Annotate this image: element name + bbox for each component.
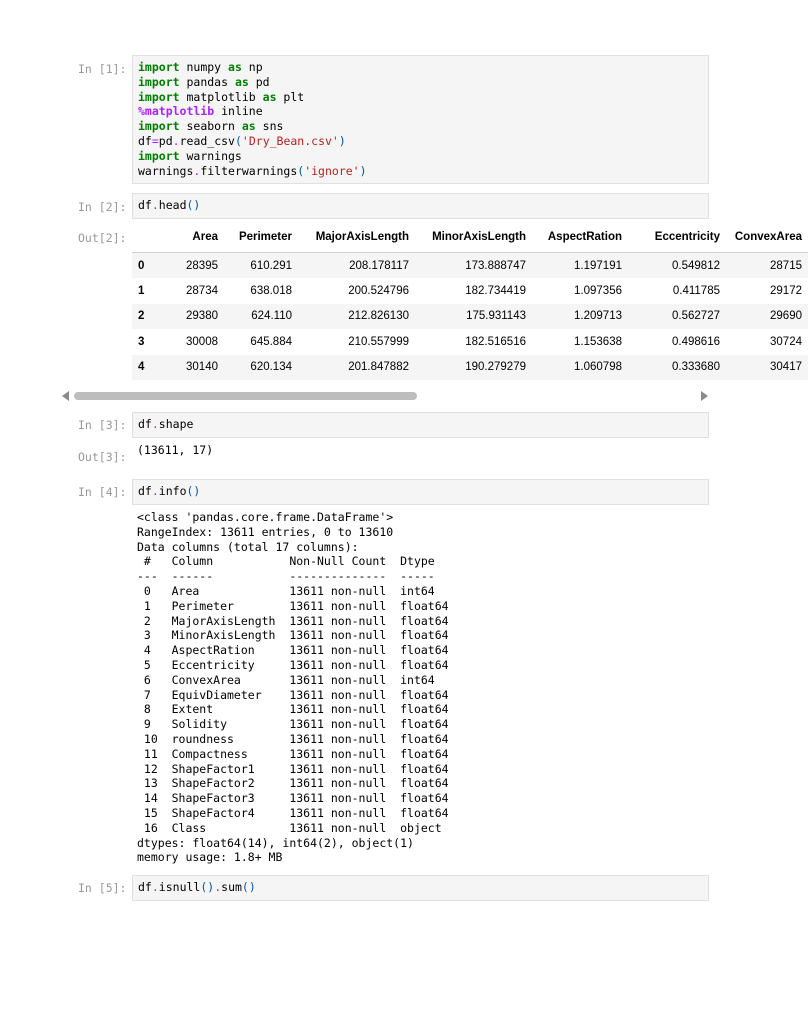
row-index: 0 bbox=[138, 259, 145, 272]
code-token: . bbox=[151, 198, 159, 212]
output-line: dtypes: float64(14), int64(2), object(1) bbox=[137, 835, 414, 850]
row-index: 2 bbox=[138, 310, 145, 323]
table-cell: 29690 bbox=[770, 310, 802, 323]
code-token: read_csv bbox=[179, 133, 235, 148]
code-token: filterwarnings bbox=[200, 163, 298, 178]
code-token: import bbox=[138, 60, 180, 74]
code-token: ) bbox=[359, 163, 367, 178]
code-token: as bbox=[228, 60, 242, 74]
column-header: Area bbox=[162, 222, 224, 253]
code-token: warnings bbox=[138, 163, 194, 178]
code-editor[interactable] bbox=[133, 194, 708, 216]
table-cell: 30008 bbox=[186, 335, 218, 348]
code-editor[interactable] bbox=[133, 876, 708, 898]
code-line bbox=[138, 164, 703, 179]
code-token: head bbox=[158, 198, 187, 212]
table-cell: 28734 bbox=[186, 284, 218, 297]
cell-5-prompt: In [5]: bbox=[78, 881, 127, 895]
code-token: df bbox=[138, 880, 152, 894]
table-cell: 1.153638 bbox=[574, 335, 622, 348]
code-token: matplotlib bbox=[179, 89, 263, 104]
table-cell: 0.333680 bbox=[672, 361, 720, 374]
table-cell: 182.516516 bbox=[465, 335, 526, 348]
output-line: memory usage: 1.8+ MB bbox=[137, 850, 283, 865]
output-line: 12 ShapeFactor1 13611 non-null float64 bbox=[137, 761, 449, 776]
code-line bbox=[138, 149, 703, 164]
cell-1-code-input[interactable] bbox=[132, 55, 709, 184]
table-cell: 29380 bbox=[186, 310, 218, 323]
table-cell: 1.060798 bbox=[574, 361, 622, 374]
table-row bbox=[132, 329, 808, 355]
code-editor[interactable] bbox=[133, 480, 708, 502]
code-line bbox=[138, 90, 703, 105]
code-token: import bbox=[138, 148, 180, 163]
code-token: df bbox=[138, 133, 152, 148]
table-cell: 0.498616 bbox=[672, 335, 720, 348]
code-line bbox=[138, 134, 703, 149]
table-cell: 201.847882 bbox=[348, 361, 409, 374]
code-token: info bbox=[158, 484, 187, 498]
output-line: 16 Class 13611 non-null object bbox=[137, 820, 449, 835]
out-3-prompt: Out[3]: bbox=[78, 450, 127, 464]
code-token: ) bbox=[338, 133, 346, 148]
code-token: df bbox=[138, 417, 152, 431]
shape-output: (13611, 17) bbox=[137, 443, 214, 457]
cell-5-code-input[interactable] bbox=[132, 875, 709, 901]
cell-2-prompt: In [2]: bbox=[78, 200, 127, 214]
code-token: () bbox=[186, 484, 201, 498]
output-line: 1 Perimeter 13611 non-null float64 bbox=[137, 598, 449, 613]
code-line bbox=[138, 417, 703, 432]
code-token: () bbox=[241, 880, 256, 894]
table-row bbox=[132, 253, 808, 279]
code-editor[interactable] bbox=[133, 56, 708, 181]
code-line bbox=[138, 104, 703, 119]
scrollbar-thumb[interactable] bbox=[74, 392, 417, 400]
code-token: %matplotlib bbox=[138, 104, 215, 119]
output-line: 8 Extent 13611 non-null float64 bbox=[137, 702, 449, 717]
output-line: RangeIndex: 13611 entries, 0 to 13610 bbox=[137, 524, 394, 539]
output-line: Data columns (total 17 columns): bbox=[137, 539, 359, 554]
table-cell: 200.524796 bbox=[348, 284, 409, 297]
table-row bbox=[132, 278, 808, 304]
code-token: seaborn bbox=[179, 119, 242, 134]
table-cell: 638.018 bbox=[250, 284, 292, 297]
code-token: () bbox=[186, 198, 201, 212]
cell-4-code-input[interactable] bbox=[132, 479, 709, 505]
table-cell: 30417 bbox=[770, 361, 802, 374]
row-index: 3 bbox=[138, 335, 145, 348]
code-token: df bbox=[138, 198, 152, 212]
table-cell: 29172 bbox=[770, 284, 802, 297]
table-cell: 610.291 bbox=[250, 259, 292, 272]
output-line: 14 ShapeFactor3 13611 non-null float64 bbox=[137, 791, 449, 806]
code-token: . bbox=[172, 133, 180, 148]
code-token: import bbox=[138, 74, 180, 89]
code-token: df bbox=[138, 484, 152, 498]
table-cell: 210.557999 bbox=[348, 335, 409, 348]
code-token: as bbox=[234, 74, 249, 89]
cell-1-prompt: In [1]: bbox=[78, 62, 127, 76]
code-token: . bbox=[151, 417, 159, 431]
table-cell: 28395 bbox=[186, 259, 218, 272]
table-cell: 0.411785 bbox=[672, 284, 720, 297]
table-row bbox=[132, 304, 808, 330]
code-token: = bbox=[151, 133, 159, 148]
code-token: . bbox=[193, 163, 201, 178]
code-token: 'Dry_Bean.csv' bbox=[241, 133, 339, 148]
code-line bbox=[138, 75, 703, 90]
output-line: <class 'pandas.core.frame.DataFrame'> bbox=[137, 510, 394, 524]
table-cell: 30724 bbox=[770, 335, 802, 348]
cell-3-prompt: In [3]: bbox=[78, 418, 127, 432]
column-header: ConvexArea bbox=[726, 222, 808, 253]
output-line: 4 AspectRation 13611 non-null float64 bbox=[137, 643, 449, 658]
output-line: 11 Compactness 13611 non-null float64 bbox=[137, 746, 449, 761]
index-header bbox=[132, 222, 162, 253]
table-row bbox=[132, 355, 808, 381]
code-token: pd bbox=[158, 133, 173, 148]
table-cell: 28715 bbox=[770, 259, 802, 272]
code-token: as bbox=[241, 119, 256, 134]
table-cell: 30140 bbox=[186, 361, 218, 374]
code-token: () bbox=[200, 880, 215, 894]
code-token: sum bbox=[221, 880, 242, 894]
table-header-row bbox=[132, 222, 808, 253]
table-cell: 190.279279 bbox=[465, 361, 526, 374]
code-line bbox=[138, 880, 703, 895]
horizontal-scrollbar[interactable] bbox=[60, 390, 710, 402]
output-line: 7 EquivDiameter 13611 non-null float64 bbox=[137, 687, 449, 702]
code-token: import bbox=[138, 89, 180, 104]
cell-2-code-input[interactable] bbox=[132, 193, 709, 219]
cell-4-prompt: In [4]: bbox=[78, 485, 127, 499]
out-2-prompt: Out[2]: bbox=[78, 231, 127, 245]
table-cell: 645.884 bbox=[250, 335, 292, 348]
code-line bbox=[138, 484, 703, 499]
code-token: . bbox=[214, 880, 222, 894]
code-token: ( bbox=[234, 133, 242, 148]
row-index: 4 bbox=[138, 361, 145, 374]
code-token: pd bbox=[248, 74, 270, 89]
code-token: plt bbox=[276, 89, 305, 104]
column-header: MajorAxisLength bbox=[298, 222, 415, 253]
code-token: . bbox=[151, 484, 159, 498]
table-cell: 1.197191 bbox=[574, 259, 622, 272]
table-cell: 620.134 bbox=[250, 361, 292, 374]
code-token: numpy bbox=[179, 60, 229, 74]
table-cell: 1.097356 bbox=[574, 284, 622, 297]
table-cell: 175.931143 bbox=[466, 310, 526, 323]
table-cell: 212.826130 bbox=[348, 310, 409, 323]
code-token: warnings bbox=[179, 148, 242, 163]
output-line: --- ------ -------------- ----- bbox=[137, 569, 449, 584]
column-header: Eccentricity bbox=[628, 222, 726, 253]
code-token: np bbox=[241, 60, 263, 74]
code-token: . bbox=[151, 880, 159, 894]
column-header: Perimeter bbox=[224, 222, 298, 253]
code-line bbox=[138, 198, 703, 213]
code-token: pandas bbox=[179, 74, 235, 89]
table-cell: 1.209713 bbox=[574, 310, 622, 323]
code-token: 'ignore' bbox=[304, 163, 360, 178]
code-token: sns bbox=[255, 119, 284, 134]
info-output bbox=[137, 510, 449, 865]
table-cell: 182.734419 bbox=[465, 284, 526, 297]
output-line: 3 MinorAxisLength 13611 non-null float64 bbox=[137, 628, 449, 643]
code-token: inline bbox=[214, 104, 263, 119]
code-token: isnull bbox=[158, 880, 201, 894]
code-token: shape bbox=[158, 417, 194, 431]
scroll-left-icon[interactable] bbox=[62, 391, 69, 401]
output-line: 13 ShapeFactor2 13611 non-null float64 bbox=[137, 776, 449, 791]
code-token: import bbox=[138, 119, 180, 134]
table-cell: 0.549812 bbox=[672, 259, 720, 272]
scroll-right-icon[interactable] bbox=[701, 391, 708, 401]
output-line: 5 Eccentricity 13611 non-null float64 bbox=[137, 657, 449, 672]
output-line: 6 ConvexArea 13611 non-null int64 bbox=[137, 672, 449, 687]
output-line: 10 roundness 13611 non-null float64 bbox=[137, 731, 449, 746]
row-index: 1 bbox=[138, 284, 145, 297]
code-line bbox=[138, 60, 703, 75]
code-token: ( bbox=[297, 163, 305, 178]
table-cell: 208.178117 bbox=[349, 259, 409, 272]
output-line: # Column Non-Null Count Dtype bbox=[137, 554, 449, 569]
code-line bbox=[138, 119, 703, 134]
dataframe-output bbox=[132, 222, 802, 384]
table-cell: 0.562727 bbox=[672, 310, 720, 323]
output-line: 15 ShapeFactor4 13611 non-null float64 bbox=[137, 805, 449, 820]
output-line: 0 Area 13611 non-null int64 bbox=[137, 583, 449, 598]
column-header: AspectRation bbox=[532, 222, 628, 253]
output-line: 9 Solidity 13611 non-null float64 bbox=[137, 717, 449, 732]
dataframe-table bbox=[132, 222, 808, 380]
cell-3-code-input[interactable] bbox=[132, 412, 709, 438]
output-line: 2 MajorAxisLength 13611 non-null float64 bbox=[137, 613, 449, 628]
table-cell: 173.888747 bbox=[465, 259, 526, 272]
code-token: as bbox=[262, 89, 277, 104]
table-cell: 624.110 bbox=[251, 310, 292, 323]
column-header: MinorAxisLength bbox=[415, 222, 532, 253]
code-editor[interactable] bbox=[133, 413, 708, 435]
